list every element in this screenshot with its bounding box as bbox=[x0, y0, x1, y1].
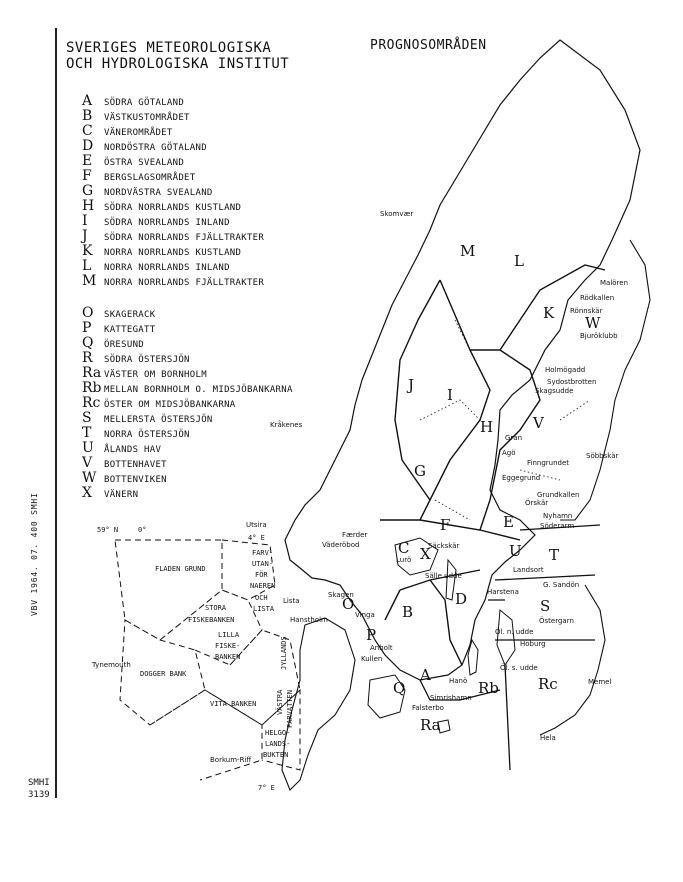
org-name-line2: OCH HYDROLOGISKA INSTITUT bbox=[66, 56, 290, 72]
coastline-scandinavia bbox=[285, 40, 640, 680]
sea-area-label: FISKE- bbox=[215, 642, 241, 650]
place-label: Bjuröklubb bbox=[580, 332, 618, 340]
region-label-V: V bbox=[533, 414, 544, 432]
sea-area-label: STORA bbox=[205, 604, 227, 612]
sea-area-label: LANDS- bbox=[265, 740, 291, 748]
legend-item: WBOTTENVIKEN bbox=[82, 470, 167, 486]
print-info: VBV 1964. 07. 400 SMHI bbox=[30, 492, 39, 616]
sea-boundaries bbox=[420, 525, 600, 770]
sea-area-label: FLADEN GRUND bbox=[155, 565, 206, 573]
place-label: Söderarm bbox=[540, 522, 575, 530]
legend-item: V BOTTENHAVET bbox=[82, 455, 167, 471]
region-label-C: C bbox=[398, 539, 410, 557]
map-title: PROGNOSOMRÅDEN bbox=[370, 38, 487, 53]
region-label-K: K bbox=[543, 304, 555, 322]
legend-item: Rb MELLAN BORNHOLM O. MIDSJÖBANKARNA bbox=[82, 380, 293, 396]
place-label: Skomvær bbox=[380, 210, 414, 218]
legend-item: O SKAGERACK bbox=[82, 305, 156, 321]
place-label: Skagen bbox=[328, 591, 354, 599]
sea-area-label: JYLLANDS bbox=[280, 636, 288, 670]
sea-area-label: VÄSTRA bbox=[276, 689, 284, 715]
place-label: Memel bbox=[588, 678, 612, 686]
region-label-U: U bbox=[509, 542, 522, 560]
sea-area-label: HELGO- bbox=[265, 729, 291, 737]
legend-item: H SÖDRA NORRLANDS KUSTLAND bbox=[82, 198, 242, 214]
sheet-number: 3139 bbox=[28, 790, 50, 800]
legend-item: T NORRA ÖSTERSJÖN bbox=[82, 425, 190, 441]
place-label: Borkum-Riff bbox=[210, 756, 252, 764]
sea-area-label: VITA BANKEN bbox=[210, 700, 257, 708]
legend-item: J SÖDRA NORRLANDS FJÄLLTRAKTER bbox=[82, 228, 265, 244]
region-label-X: X bbox=[420, 545, 431, 563]
region-label-Q: Q bbox=[393, 679, 406, 697]
region-label-L: L bbox=[514, 252, 524, 270]
legend-item: Rc ÖSTER OM MIDSJÖBANKARNA bbox=[82, 395, 236, 411]
legend-item: E ÖSTRA SVEALAND bbox=[82, 153, 185, 169]
sea-area-label: BANKEN bbox=[215, 653, 241, 661]
latitude-label: 59° N bbox=[97, 526, 119, 534]
place-label: Lista bbox=[283, 597, 300, 605]
place-label: Rönnskär bbox=[570, 307, 603, 315]
sea-area-label: OCH bbox=[255, 594, 268, 602]
org-name-line1: SVERIGES METEOROLOGISKA bbox=[66, 40, 272, 56]
place-label: Grundkallen bbox=[537, 491, 580, 499]
place-label: Rödkallen bbox=[580, 294, 615, 302]
place-label: Gran bbox=[505, 434, 523, 442]
longitude-label: 4° E bbox=[248, 534, 265, 542]
sea-area-label: LILLA bbox=[218, 631, 240, 639]
region-label-Ra: Ra bbox=[420, 716, 441, 734]
region-label-S: S bbox=[540, 597, 551, 615]
legend-item: D NORDÖSTRA GÖTALAND bbox=[82, 138, 207, 154]
legend-item: F BERGSLAGSOMRÅDET bbox=[82, 168, 196, 184]
sea-area-label: FÖR bbox=[255, 571, 268, 579]
region-label-Rc: Rc bbox=[538, 675, 558, 693]
sea-area-label: FARV- bbox=[252, 549, 274, 557]
place-label: Kråkenes bbox=[270, 421, 303, 429]
legend-item: MNORRA NORRLANDS FJÄLLTRAKTER bbox=[82, 273, 265, 289]
longitude-label: 7° E bbox=[258, 784, 275, 792]
place-label: Eggegrund bbox=[502, 474, 541, 482]
legend-item: Q ÖRESUND bbox=[82, 335, 145, 351]
legend-item: Ra VÄSTER OM BORNHOLM bbox=[82, 365, 207, 381]
place-label: Falsterbo bbox=[412, 704, 444, 712]
place-label: Agö bbox=[502, 449, 516, 457]
place-label: G. Sandön bbox=[543, 581, 580, 589]
sea-area-label: NAEREN bbox=[250, 582, 276, 590]
place-label: Hanö bbox=[449, 677, 468, 685]
sea-area-label: DOGGER BANK bbox=[140, 670, 187, 678]
legend-item: C VÄNEROMRÅDET bbox=[82, 123, 173, 139]
region-label-W: W bbox=[585, 314, 601, 332]
place-label: Finngrundet bbox=[527, 459, 570, 467]
place-label: Hanstholm bbox=[290, 616, 328, 624]
legend-item: S MELLERSTA ÖSTERSJÖN bbox=[82, 410, 213, 426]
north-sea-labels bbox=[97, 526, 294, 792]
sea-area-label: LISTA bbox=[253, 605, 275, 613]
region-boundaries-dotted bbox=[420, 320, 590, 520]
place-label: Östergarn bbox=[539, 617, 574, 625]
place-label: Landsort bbox=[513, 566, 544, 574]
sea-area-label: BUKTEN bbox=[263, 751, 289, 759]
place-label: Harstena bbox=[487, 588, 519, 596]
region-label-T: T bbox=[549, 546, 560, 564]
legend-item: X VÄNERN bbox=[82, 485, 139, 501]
region-label-J: J bbox=[408, 376, 415, 394]
place-label: Öl. s. udde bbox=[500, 664, 538, 672]
place-label: Anholt bbox=[370, 644, 393, 652]
place-label: Väderöbod bbox=[322, 541, 360, 549]
region-label-O: O bbox=[342, 595, 355, 613]
region-label-Rb: Rb bbox=[478, 679, 499, 697]
sea-area-label: FISKEBANKEN bbox=[188, 616, 235, 624]
place-label: Færder bbox=[342, 531, 368, 539]
place-label: Simrishamn bbox=[430, 694, 472, 702]
place-label: Holmögadd bbox=[545, 366, 586, 374]
place-label: Sälle udde bbox=[425, 572, 462, 580]
region-label-I: I bbox=[447, 386, 453, 404]
longitude-label: 0° bbox=[138, 526, 147, 534]
coastline-gotland bbox=[497, 610, 515, 665]
place-label: Malören bbox=[600, 279, 629, 287]
region-label-F: F bbox=[440, 516, 451, 534]
region-label-B: B bbox=[402, 603, 414, 621]
place-label: Nyhamn bbox=[543, 512, 573, 520]
place-label: Vinga bbox=[355, 611, 375, 619]
legend-item: I SÖDRA NORRLANDS INLAND bbox=[82, 213, 230, 229]
legend-item: K NORRA NORRLANDS KUSTLAND bbox=[82, 243, 242, 259]
place-label: Skagsudde bbox=[535, 387, 574, 395]
sea-area-label: UTAN- bbox=[252, 560, 274, 568]
legend-item: U ÅLANDS HAV bbox=[82, 440, 162, 456]
smhi-mark: SMHI bbox=[28, 778, 50, 788]
place-label: Kullen bbox=[361, 655, 383, 663]
legend-item: G NORDVÄSTRA SVEALAND bbox=[82, 183, 213, 199]
legend-item: A SÖDRA GÖTALAND bbox=[82, 93, 185, 109]
region-label-A: A bbox=[420, 666, 431, 684]
place-label: Utsira bbox=[246, 521, 267, 529]
place-label: Tynemouth bbox=[92, 661, 131, 669]
sea-area-label: FARVATTEN bbox=[286, 690, 294, 728]
region-label-P: P bbox=[366, 626, 377, 644]
place-label: Hoburg bbox=[520, 640, 546, 648]
region-label-D: D bbox=[455, 590, 468, 608]
place-label: Öl. n. udde bbox=[495, 628, 534, 636]
legend-item: L NORRA NORRLANDS INLAND bbox=[82, 258, 230, 274]
region-label-H: H bbox=[480, 418, 494, 436]
place-label: Söbbskär bbox=[586, 452, 619, 460]
legend-item: P KATTEGATT bbox=[82, 320, 156, 336]
legend-item: B VÄSTKUSTOMRÅDET bbox=[82, 108, 190, 124]
place-label: Sydostbrotten bbox=[547, 378, 597, 386]
region-label-G: G bbox=[414, 462, 426, 480]
region-label-E: E bbox=[503, 513, 514, 531]
region-label-M: M bbox=[460, 242, 476, 260]
place-label: Örskär bbox=[525, 499, 549, 507]
place-label: Säckskär bbox=[428, 542, 460, 550]
place-label: Hela bbox=[540, 734, 556, 742]
place-label: Lurö bbox=[396, 556, 412, 564]
legend-item: R SÖDRA ÖSTERSJÖN bbox=[82, 350, 190, 366]
